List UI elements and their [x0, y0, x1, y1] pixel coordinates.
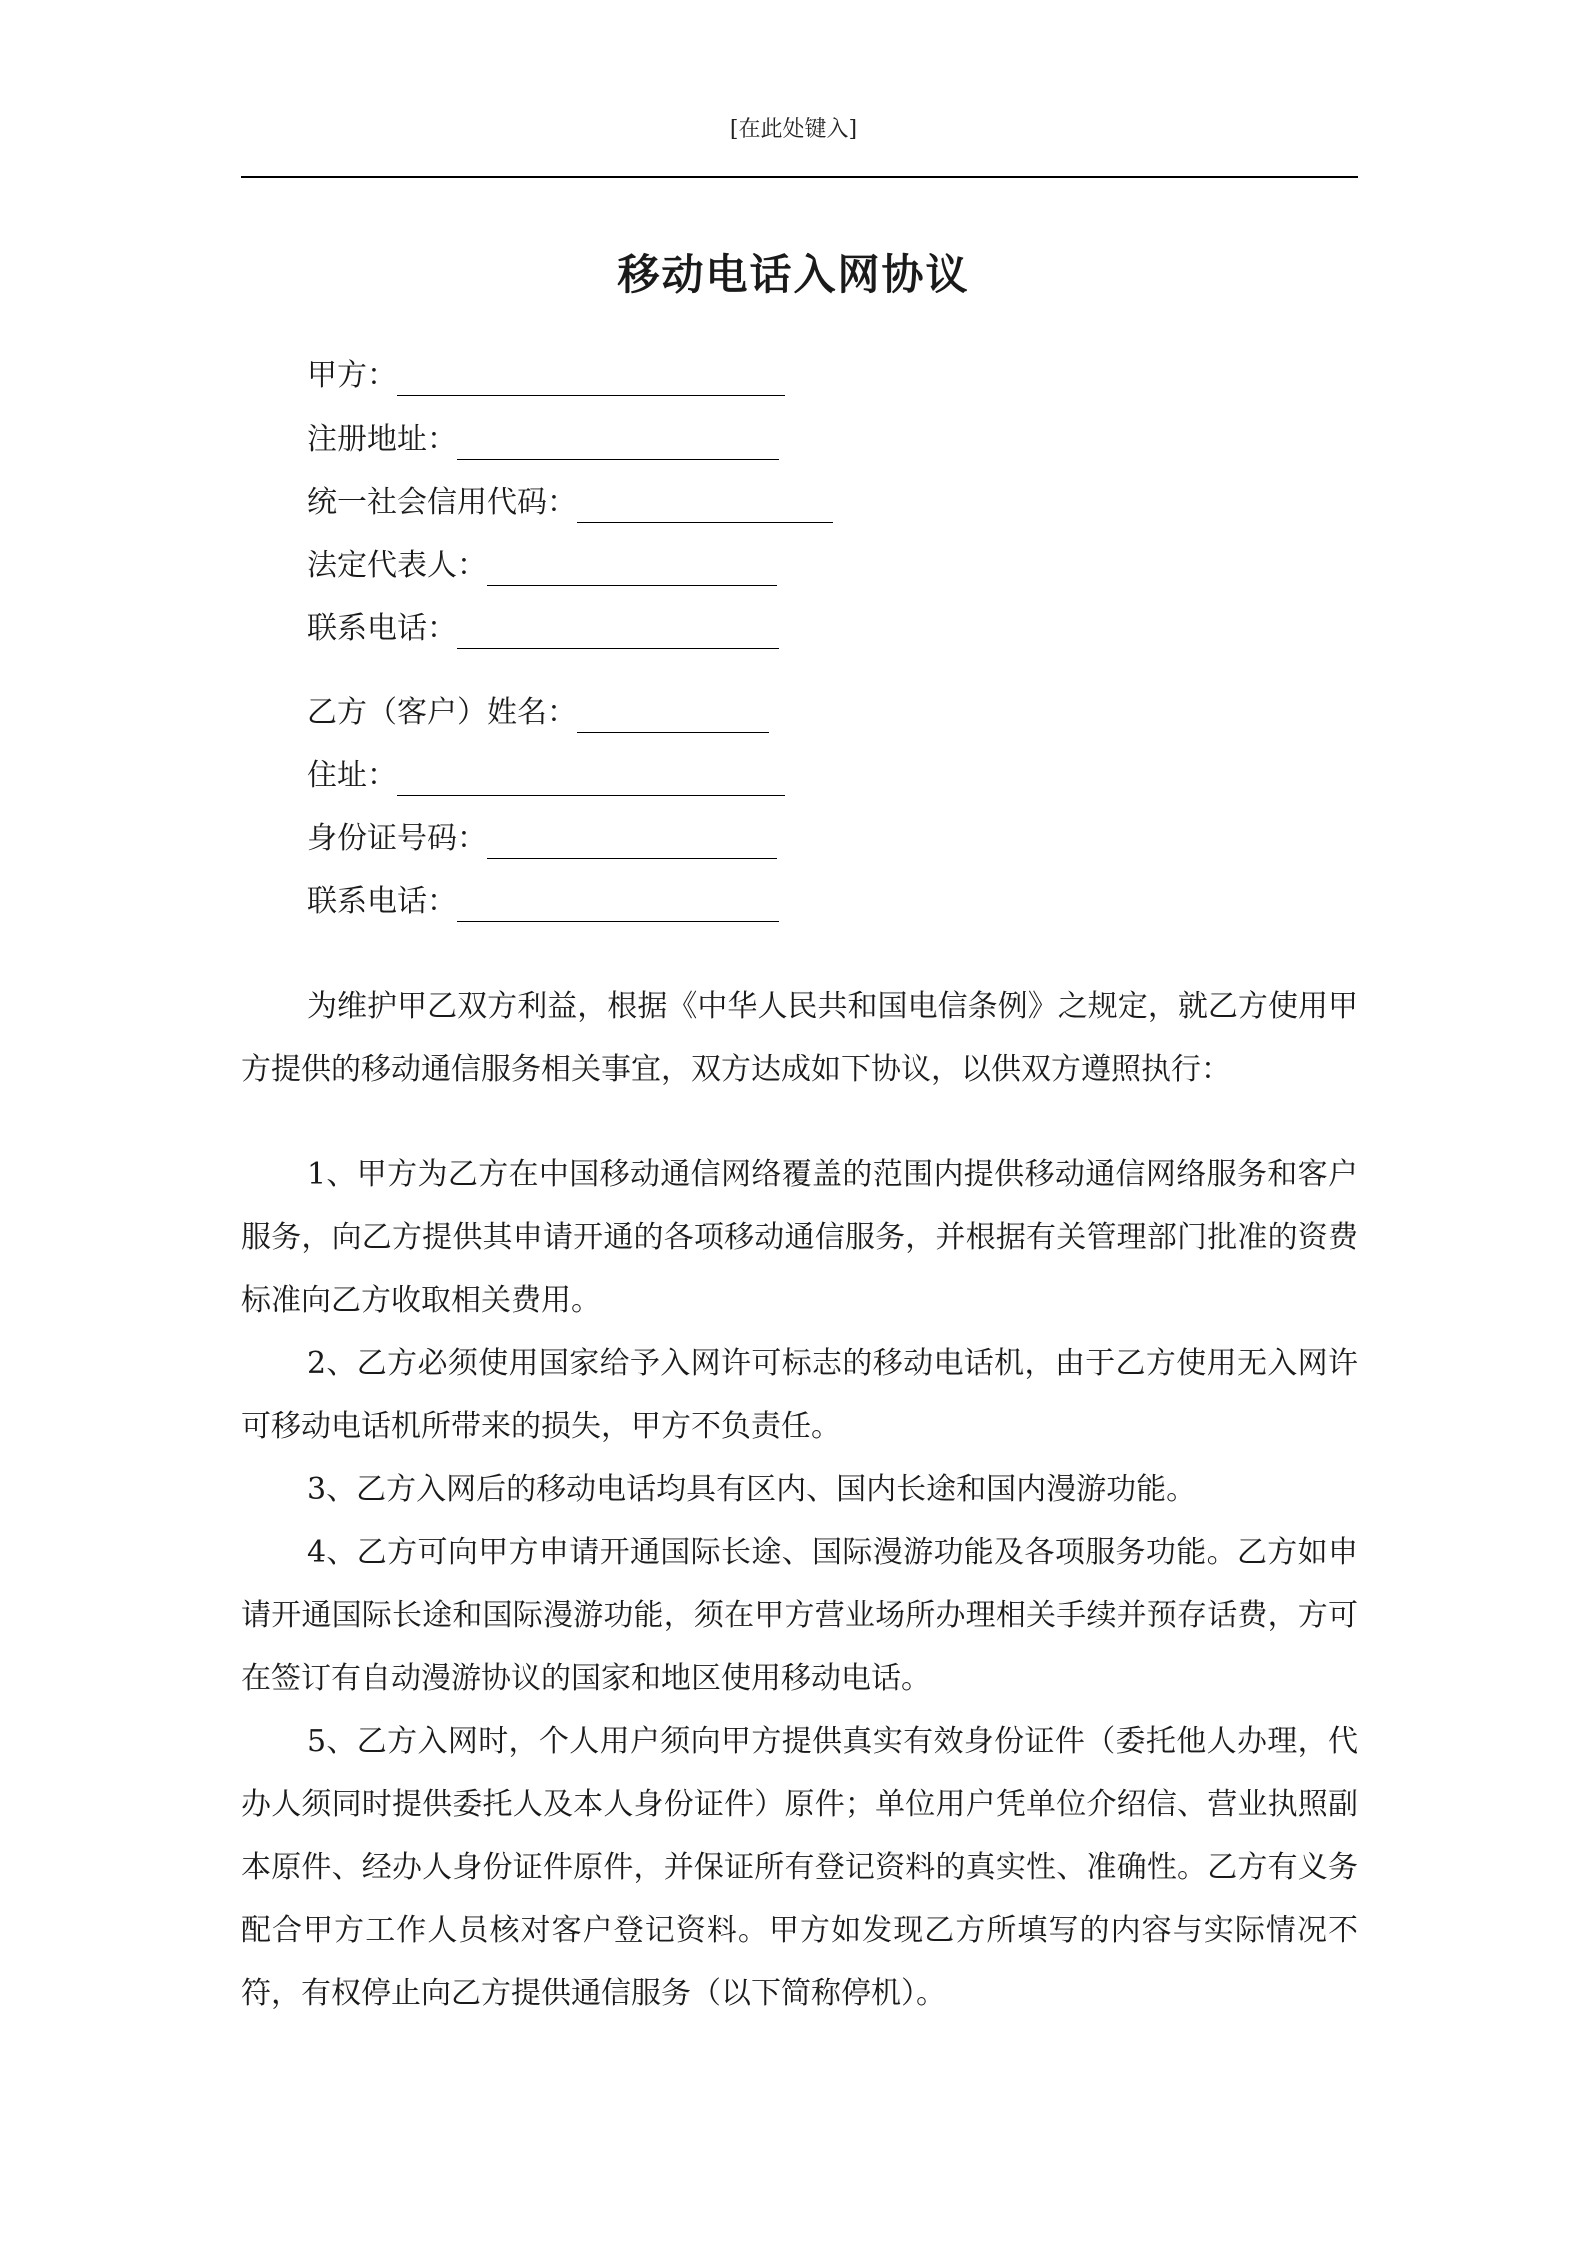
clause-5: 5、乙方入网时，个人用户须向甲方提供真实有效身份证件（委托他人办理，代办人须同时提供委托人及本人身份证件）原件；单位用户凭单位介绍信、营业执照副本原件、经办人身份证件原件，并保证所有登记资料的真实性、准确性。乙方有义务配合甲方工作人员核对客户登记资料。甲方如发现乙方所填写的内容与实际情况不符，有权停止向乙方提供通信服务（以下简称停机）。: [241, 1724, 1358, 2011]
party-a-address-label: 注册地址：: [307, 422, 457, 457]
clause-2: 2、乙方必须使用国家给予入网许可标志的移动电话机，由于乙方使用无入网许可移动电话机所带来的损失，甲方不负责任。: [241, 1346, 1358, 1444]
party-b-name-field: [307, 693, 769, 733]
party-b-phone-label: 联系电话：: [307, 884, 457, 919]
header-divider: [241, 176, 1358, 178]
party-b-id-blank[interactable]: [487, 824, 777, 859]
party-a-address-blank[interactable]: [457, 425, 779, 460]
party-a-credit-code-label: 统一社会信用代码：: [307, 485, 577, 520]
party-a-legal-rep-field: [307, 546, 777, 586]
party-a-legal-rep-blank[interactable]: [487, 551, 777, 586]
party-a-address-field: [307, 420, 779, 460]
party-a-name-field: [307, 356, 785, 396]
party-b-phone-blank[interactable]: [457, 887, 779, 922]
clause-4: 4、乙方可向甲方申请开通国际长途、国际漫游功能及各项服务功能。乙方如申请开通国际长途和国际漫游功能，须在甲方营业场所办理相关手续并预存话费，方可在签订有自动漫游协议的国家和地区使用移动电话。: [241, 1535, 1358, 1696]
party-b-id-field: [307, 819, 777, 859]
party-a-credit-code-field: [307, 483, 833, 523]
party-b-phone-field: [307, 882, 779, 922]
party-a-name-label: 甲方：: [307, 358, 397, 393]
party-a-legal-rep-label: 法定代表人：: [307, 548, 487, 583]
party-a-credit-code-blank[interactable]: [577, 488, 833, 523]
party-b-name-label: 乙方（客户）姓名：: [307, 695, 577, 730]
header-placeholder: [在此处键入]: [729, 117, 858, 142]
party-a-phone-blank[interactable]: [457, 614, 779, 649]
party-b-name-blank[interactable]: [577, 698, 769, 733]
document-title: 移动电话入网协议: [617, 250, 970, 299]
clause-1: 1、甲方为乙方在中国移动通信网络覆盖的范围内提供移动通信网络服务和客户服务，向乙方提供其申请开通的各项移动通信服务，并根据有关管理部门批准的资费标准向乙方收取相关费用。: [241, 1157, 1358, 1318]
party-b-address-label: 住址：: [307, 758, 397, 793]
party-b-id-label: 身份证号码：: [307, 821, 487, 856]
party-a-phone-field: [307, 609, 779, 649]
party-a-phone-label: 联系电话：: [307, 611, 457, 646]
party-b-address-blank[interactable]: [397, 761, 785, 796]
party-b-address-field: [307, 756, 785, 796]
intro-paragraph: 为维护甲乙双方利益，根据《中华人民共和国电信条例》之规定，就乙方使用甲方提供的移动通信服务相关事宜，双方达成如下协议，以供双方遵照执行：: [241, 989, 1358, 1087]
party-a-name-blank[interactable]: [397, 361, 785, 396]
clause-3: 3、乙方入网后的移动电话均具有区内、国内长途和国内漫游功能。: [307, 1472, 1197, 1507]
